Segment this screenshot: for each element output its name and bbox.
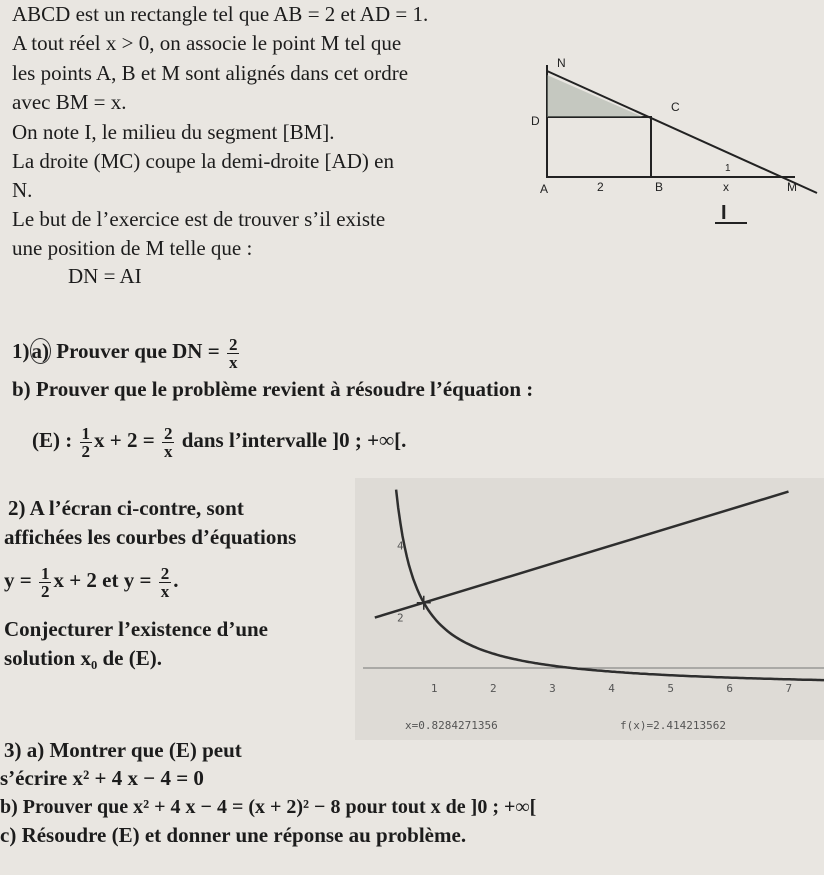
intro-line-5: On note I, le milieu du segment [BM].	[12, 120, 335, 144]
x-tick-label-2: 2	[490, 682, 497, 695]
data-point-s0-7	[788, 491, 789, 492]
y1-middle: x + 2 et y =	[53, 568, 152, 592]
data-point-s1-3	[433, 617, 434, 618]
data-point-s1-0	[396, 489, 397, 490]
x-tick-label-3: 3	[549, 682, 556, 695]
rectangle-ABCD	[547, 117, 651, 177]
line-MN	[547, 71, 817, 193]
y1-prefix: y =	[4, 568, 32, 592]
x-readout: x=0.8284271356	[405, 719, 498, 732]
y-readout: f(x)=2.414213562	[620, 719, 726, 732]
q3c: c) Résoudre (E) et donner une réponse au problème.	[0, 823, 467, 847]
fraction-1-over-2: $\frac{1}{2}$	[40, 563, 50, 601]
label-B: B	[655, 180, 664, 194]
q1a-label: a)	[31, 339, 49, 363]
y-tick-label-2: 2	[397, 611, 404, 625]
data-point-s0-6	[729, 509, 730, 510]
label-N: N	[557, 56, 566, 70]
data-point-s1-5	[493, 653, 494, 654]
data-point-s1-7	[611, 671, 612, 672]
data-point-s1-9	[729, 677, 730, 678]
goal-equation: DN = AI	[68, 264, 142, 288]
eq-suffix: dans l’intervalle ]0 ; +∞[.	[181, 428, 407, 452]
data-point-s0-5	[670, 527, 671, 528]
calculator-screen	[355, 478, 824, 740]
curve-line	[375, 492, 789, 618]
intro-line-2: A tout réel x > 0, on associe le point M tel que	[12, 31, 402, 55]
x-tick-label-7: 7	[785, 682, 793, 695]
fraction-2-over-x: $\frac{2}{x}$	[160, 563, 170, 601]
eq-middle: x + 2 =	[94, 428, 155, 452]
data-point-s1-6	[552, 665, 553, 666]
x-tick-label-6: 6	[726, 682, 734, 695]
trace-cursor	[417, 596, 431, 610]
label-2: 2	[597, 180, 604, 194]
data-point-s1-1	[404, 545, 405, 546]
data-point-s1-10	[788, 679, 789, 680]
data-point-s0-3	[552, 563, 553, 564]
label-x: x	[723, 180, 729, 194]
q3a-equation: s’écrire x² + 4 x − 4 = 0	[0, 766, 204, 790]
q3b: b) Prouver que x² + 4 x − 4 = (x + 2)² − 8 pour tout x de ]0 ; +∞[	[0, 796, 537, 818]
q2-line-2: affichées les courbes d’équations	[4, 525, 297, 549]
label-C: C	[671, 100, 680, 114]
q3a: 3) a) Montrer que (E) peut	[4, 738, 242, 762]
label-I: I	[721, 202, 727, 224]
label-M: M	[787, 180, 797, 194]
label-1: 1	[725, 163, 731, 174]
data-point-s0-0	[374, 617, 375, 618]
label-A: A	[540, 182, 549, 196]
data-point-s1-4	[463, 641, 464, 642]
hatched-triangle-NDC	[547, 75, 643, 117]
q1a	[12, 331, 241, 371]
curve-hyperbola	[396, 490, 824, 680]
sample-points	[374, 489, 824, 681]
intro-line-3: les points A, B et M sont alignés dans cet ordre	[12, 61, 409, 85]
intro-line-4: avec BM = x.	[12, 90, 127, 114]
q1b: b) Prouver que le problème revient à résoudre l’équation :	[12, 377, 534, 401]
q2-line-4: Conjecturer l’existence d’une	[4, 617, 268, 641]
x-tick-label-4: 4	[608, 682, 615, 695]
intro-line-8: Le but de l’exercice est de trouver s’il existe	[12, 207, 386, 231]
intro-line-7: N.	[12, 178, 33, 202]
data-point-s0-1	[433, 599, 434, 600]
q2-line-1: 2) A l’écran ci-contre, sont	[8, 496, 244, 520]
equation-E	[32, 420, 406, 460]
q2-equations	[4, 560, 178, 600]
data-point-s0-2	[493, 581, 494, 582]
fraction-1-over-2: $\frac{1}{2}$	[81, 423, 90, 461]
fraction-2-over-x: $\frac{2}{x}$	[228, 334, 238, 372]
fraction-2-over-x: $\frac{2}{x}$	[163, 423, 173, 461]
intro-line-1: ABCD est un rectangle tel que AB = 2 et AD = 1.	[12, 2, 429, 26]
data-point-s0-4	[611, 545, 612, 546]
q2-line-5: solution x₀ de (E).	[4, 646, 162, 670]
y2-suffix: .	[173, 568, 179, 592]
intro-line-6: La droite (MC) coupe la demi-droite [AD) en	[12, 149, 394, 173]
x-tick-label-1: 1	[430, 682, 438, 695]
y-tick-label-4: 4	[397, 539, 404, 553]
geometry-figure	[525, 45, 824, 245]
axis-ticks	[397, 540, 792, 695]
label-D: D	[531, 114, 540, 128]
data-point-s1-8	[670, 675, 671, 676]
x-tick-label-5: 5	[667, 682, 674, 695]
intro-line-9: une position de M telle que :	[12, 236, 253, 260]
q1-number: 1)	[12, 339, 30, 363]
eq-prefix: (E) :	[32, 428, 73, 452]
q1a-text: Prouver que DN =	[56, 339, 220, 363]
